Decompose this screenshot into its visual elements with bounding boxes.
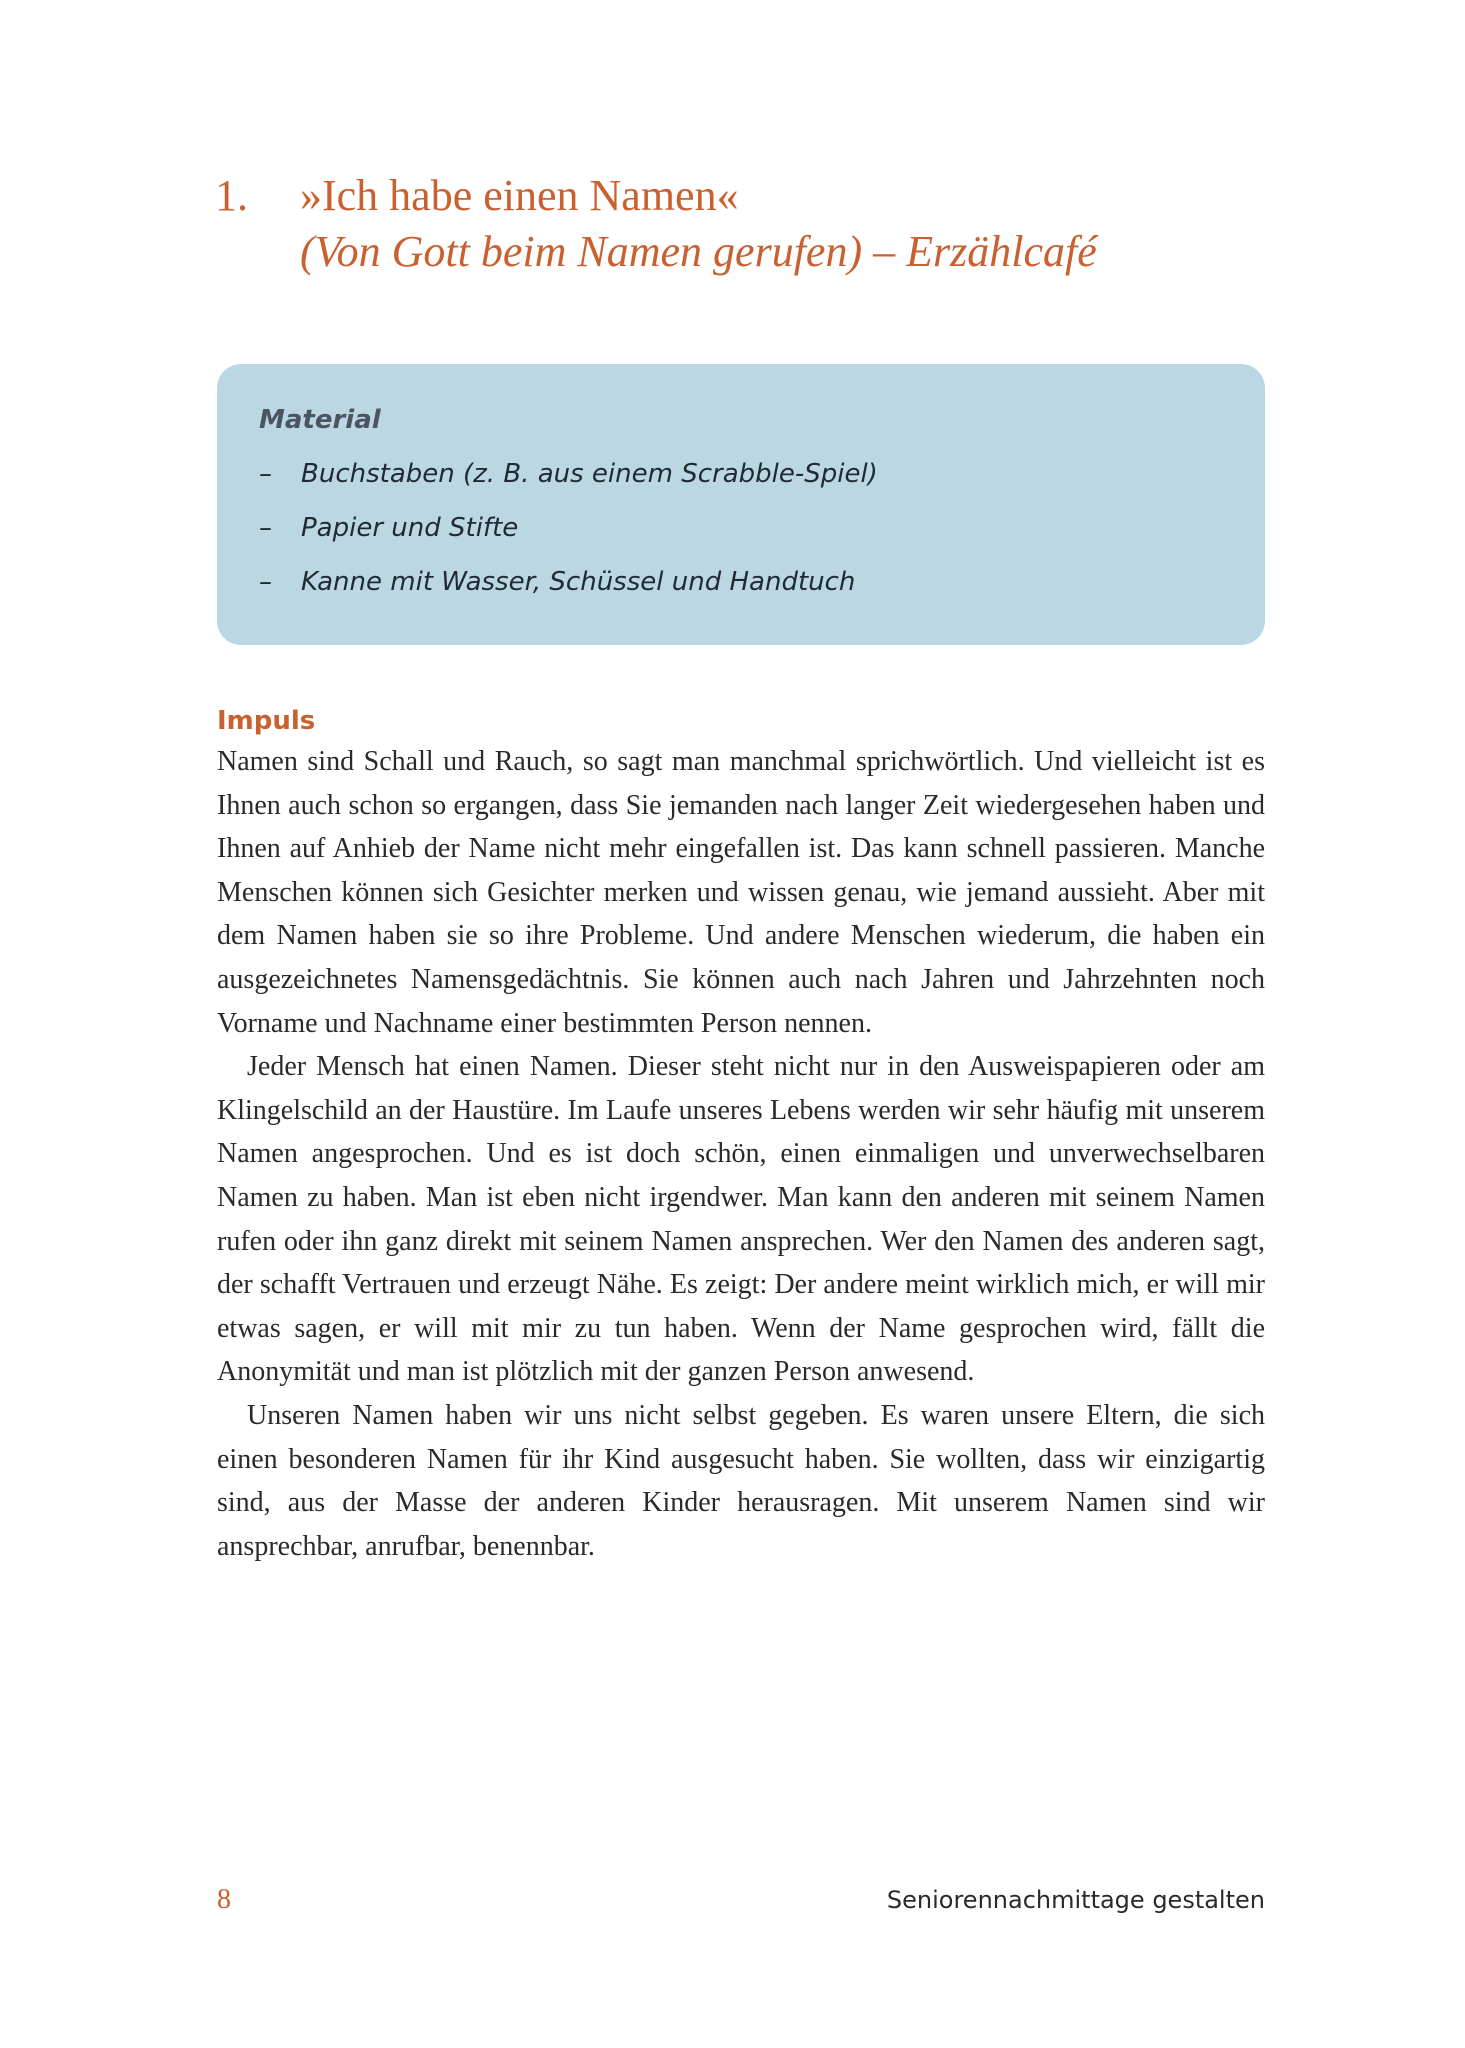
- impuls-body: [217, 740, 1265, 1568]
- body-paragraph: Jeder Mensch hat einen Namen. Dieser steht nicht nur in den Ausweispapieren oder am Klingelschild an der Haustüre. Im Laufe unseres Lebens werden wir sehr häufig mit unserem Namen angesprochen. Und es ist doch schön, einen einmaligen und unverwechselbaren Namen zu haben. Man ist eben nicht irgendwer. Man kann den anderen mit seinem Namen rufen oder ihn ganz direkt mit seinem Namen ansprechen. Wer den Namen des anderen sagt, der schafft Vertrauen und erzeugt Nähe. Es zeigt: Der andere meint wirklich mich, er will mir etwas sagen, er will mit mir zu tun haben. Wenn der Name gesprochen wird, fällt die Anonymität und man ist plötzlich mit der ganzen Person anwesend.: [217, 1051, 1265, 1388]
- material-item: [259, 564, 1225, 618]
- impuls-section: [217, 702, 1265, 1568]
- chapter-subtitle: (Von Gott beim Namen gerufen) – Erzählcafé: [300, 227, 1097, 276]
- chapter-title: »Ich habe einen Namen«: [300, 171, 739, 220]
- material-item-text: Buchstaben (z. B. aus einem Scrabble-Spiel): [301, 459, 878, 489]
- page-footer: [217, 1882, 1265, 1918]
- running-title: Seniorennachmittage gestalten: [886, 1886, 1265, 1914]
- body-paragraph: Namen sind Schall und Rauch, so sagt man manchmal sprichwörtlich. Und vielleicht ist es Ihnen auch schon so ergangen, dass Sie jemanden nach langer Zeit wiedergesehen haben und Ihnen auf Anhieb der Name nicht mehr eingefallen ist. Das kann schnell passieren. Manche Menschen können sich Gesichter merken und wissen genau, wie jemand aussieht. Aber mit dem Namen haben sie so ihre Probleme. Und andere Menschen wiederum, die haben ein ausgezeichnetes Namensgedächtnis. Sie können auch nach Jahren und Jahrzehnten noch Vorname und Nachname einer bestimmten Person nennen.: [217, 746, 1265, 1039]
- chapter-number: 1.: [215, 171, 248, 220]
- material-heading: Material: [259, 405, 381, 435]
- material-item-text: Papier und Stifte: [301, 513, 519, 543]
- list-dash: –: [259, 513, 272, 543]
- material-item: [259, 456, 1225, 510]
- list-dash: –: [259, 567, 272, 597]
- material-list: [259, 456, 1225, 618]
- body-paragraph: Unseren Namen haben wir uns nicht selbst gegeben. Es waren unsere Eltern, die sich einen besonderen Namen für ihr Kind ausgesucht haben. Sie wollten, dass wir einzigartig sind, aus der Masse der anderen Kinder herausragen. Mit unserem Namen sind wir ansprechbar, anrufbar, benennbar.: [217, 1399, 1265, 1562]
- impuls-heading: Impuls: [217, 706, 316, 736]
- material-box: [217, 364, 1265, 645]
- list-dash: –: [259, 459, 272, 489]
- material-item: [259, 510, 1225, 564]
- material-item-text: Kanne mit Wasser, Schüssel und Handtuch: [301, 567, 856, 597]
- page-number: 8: [217, 1884, 231, 1915]
